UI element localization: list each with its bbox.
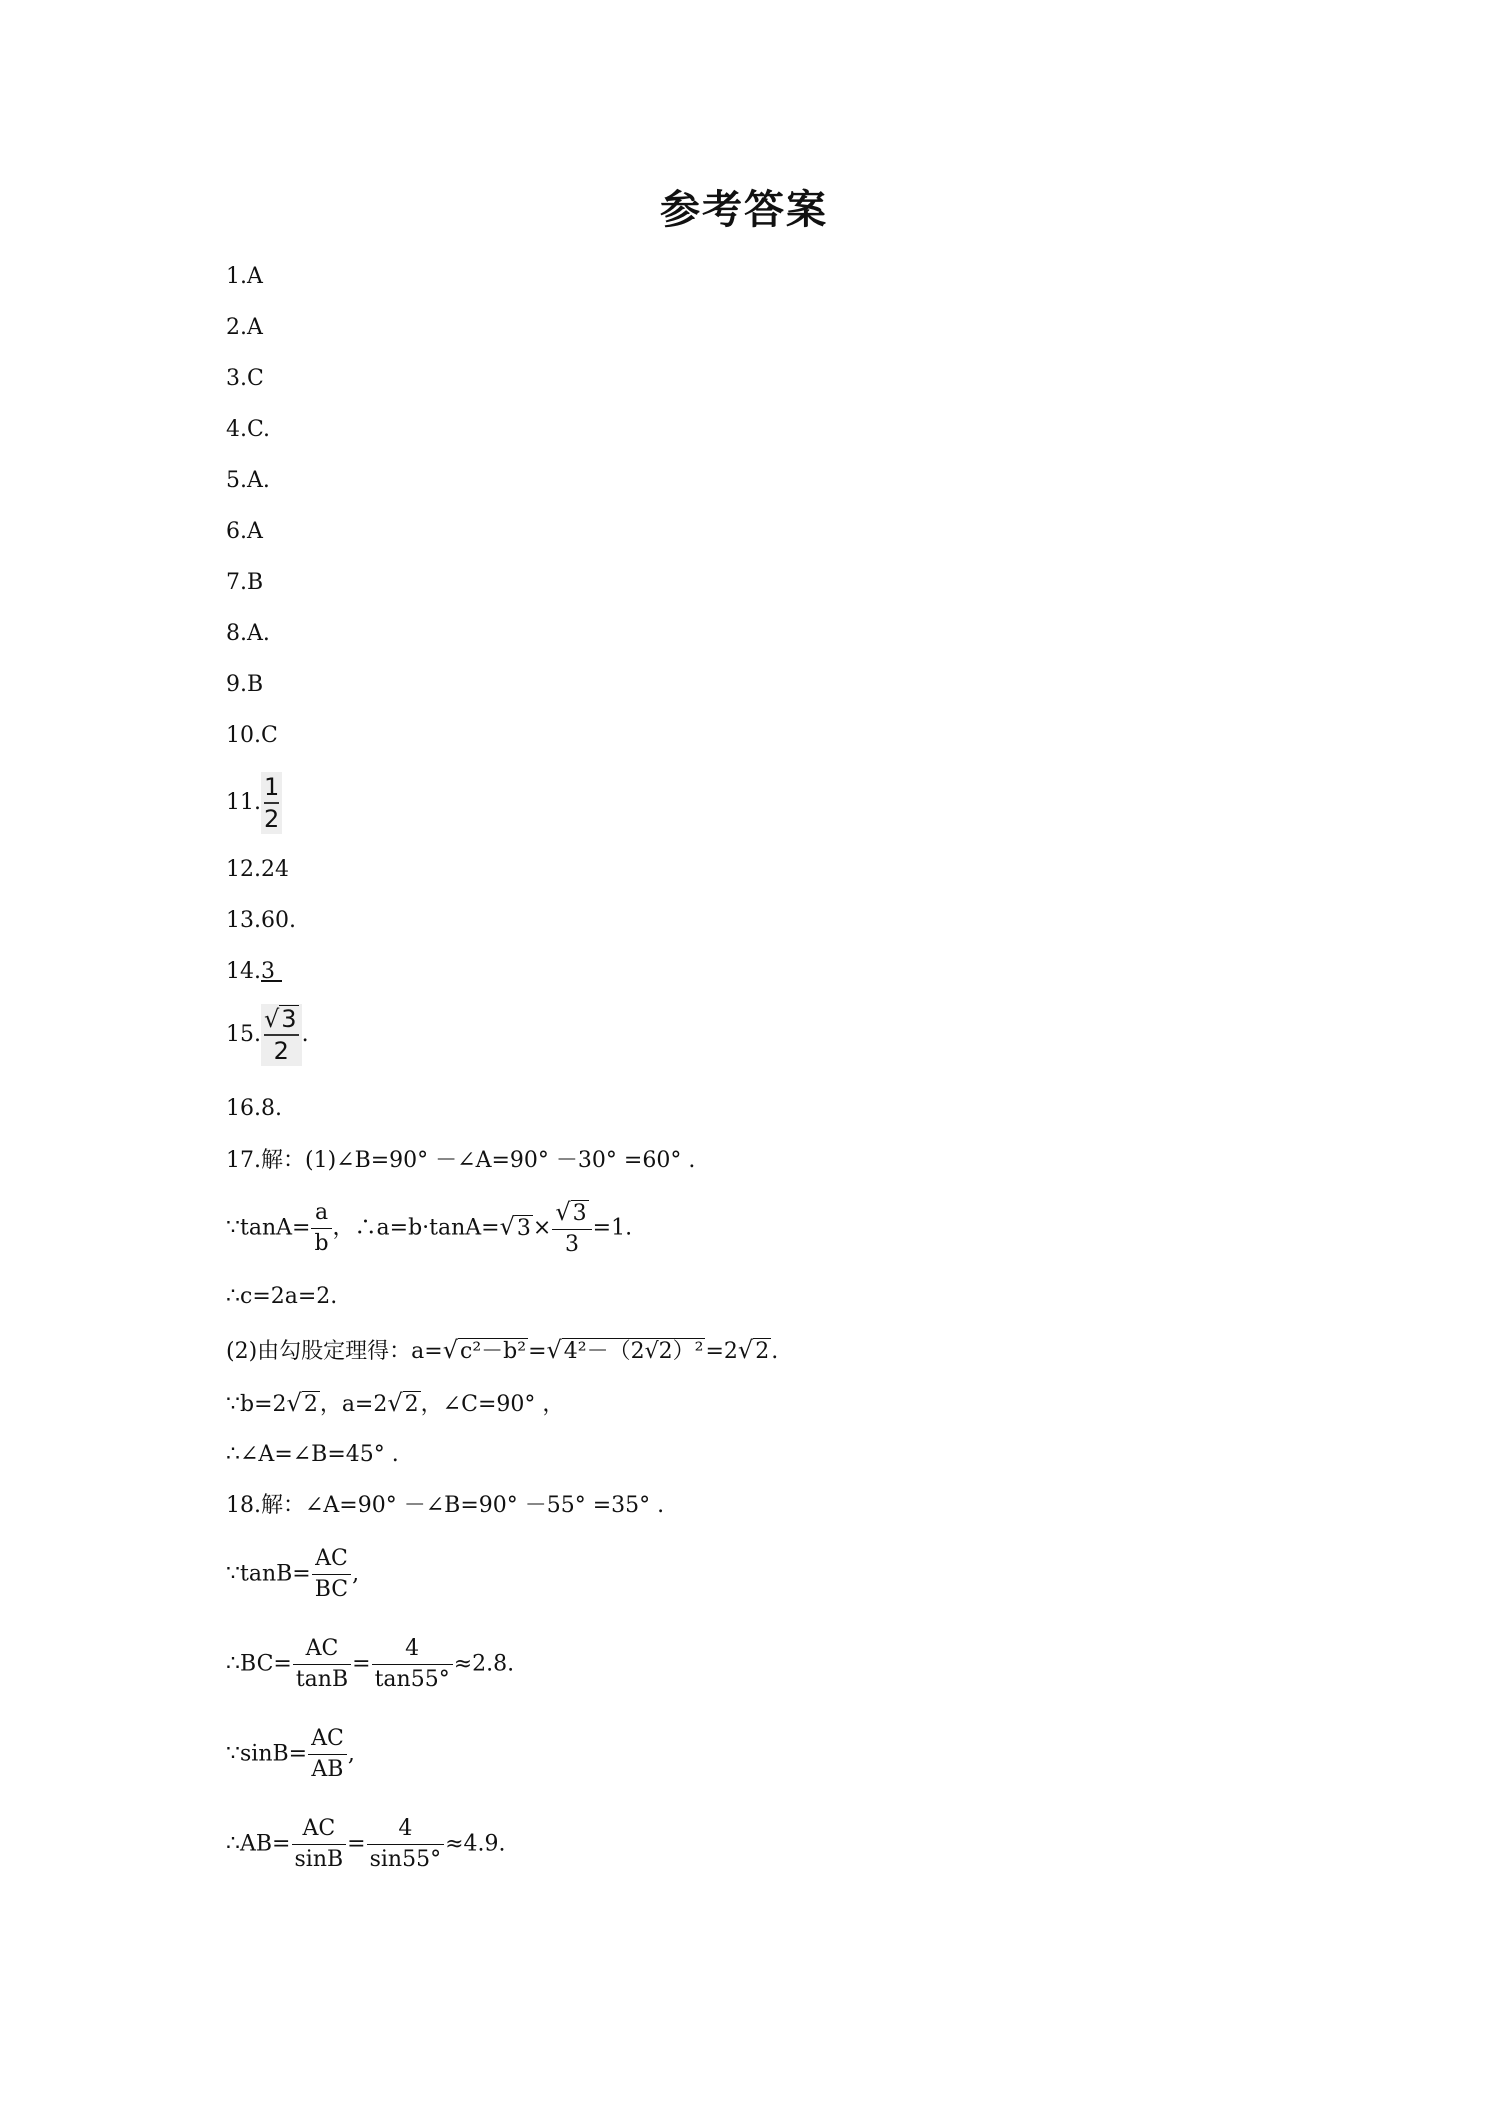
answer-10: 10.C (226, 723, 278, 748)
sqrt-sign: √ (499, 1212, 515, 1241)
q18-l4-text-a: ∵sinB= (226, 1741, 308, 1767)
sqrt-sign: √ (286, 1389, 302, 1417)
q17-l5-text-b: ，a=2 (319, 1392, 388, 1417)
answer-9: 9.B (226, 672, 264, 697)
answer-2: 2.A (226, 315, 263, 340)
q18-l3-text-b: = (352, 1651, 371, 1677)
q17-line-1: 17.解：(1)∠B=90° －∠A=90° －30° =60° . (226, 1148, 696, 1173)
q18-l5-text-a: ∴AB= (226, 1831, 291, 1857)
q17-line-2 (226, 1197, 632, 1260)
sqrt-sign: √ (387, 1389, 403, 1417)
sqrt-sign: √ (442, 1336, 459, 1364)
q18-l3-fraction-1-num: AC (293, 1634, 351, 1665)
q18-l2-fraction-num: AC (312, 1544, 351, 1575)
answer-11-numerator: 1 (264, 772, 279, 804)
q18-l3-fraction-2-num: 4 (372, 1634, 453, 1665)
q17-l2-fraction-2-radicand: 3 (572, 1201, 587, 1226)
answer-15-radicand: 3 (281, 1005, 297, 1033)
q18-l5-fraction-1-den: sinB (294, 1847, 344, 1872)
answer-1: 1.A (226, 264, 263, 289)
answer-6: 6.A (226, 519, 263, 544)
q18-l5-fraction-2-num: 4 (367, 1814, 445, 1845)
answer-4: 4.C. (226, 417, 271, 442)
q18-l5-fraction-1 (292, 1814, 347, 1875)
q17-l4-text-a: (2)由勾股定理得：a= (226, 1339, 443, 1364)
answer-3: 3.C (226, 366, 264, 391)
sqrt-sign: √ (546, 1336, 562, 1364)
answer-14 (226, 957, 282, 987)
answer-13: 13.60. (226, 908, 296, 933)
q17-l2-fraction-num: a (311, 1198, 331, 1229)
q18-l4-fraction-num: AC (308, 1724, 347, 1755)
q17-l5-text-a: ∵b=2 (226, 1392, 287, 1417)
q17-l4-text-d: . (771, 1339, 779, 1364)
answer-15-numerator: √3 (264, 1004, 299, 1036)
q17-l2-fraction-den: b (314, 1231, 329, 1256)
q17-l5-text-c: ，∠C=90° ， (420, 1392, 565, 1417)
q17-line-3: ∴c=2a=2. (226, 1284, 338, 1309)
q18-l3-fraction-2 (372, 1634, 453, 1695)
q17-l2-text-b: ，∴a=b·tanA= (332, 1215, 500, 1241)
answer-12: 12.24 (226, 857, 289, 882)
answer-16: 16.8. (226, 1096, 282, 1121)
answer-14-value: 3 (261, 959, 275, 984)
answer-5: 5.A. (226, 468, 270, 493)
q17-l4-radicand-2: 4²－（2√2）² (563, 1339, 704, 1364)
q18-l5-text-b: = (347, 1831, 366, 1857)
q18-line-4 (226, 1724, 355, 1785)
q18-l2-fraction-den: BC (314, 1577, 349, 1602)
answer-15-prefix: 15. (226, 1022, 261, 1047)
q18-l3-fraction-1 (293, 1634, 351, 1695)
q18-l5-fraction-1-num: AC (292, 1814, 347, 1845)
answer-11 (226, 772, 282, 834)
q17-l4-text-b: = (528, 1339, 547, 1364)
q17-line-4 (226, 1335, 778, 1367)
q17-l2-times: × (532, 1215, 552, 1241)
q18-l2-text-b: , (352, 1561, 360, 1587)
q18-line-5 (226, 1814, 506, 1875)
q18-l3-text-c: ≈2.8. (453, 1651, 515, 1677)
q17-l2-fraction-2-num: √3 (552, 1197, 591, 1230)
q17-l5-radicand-2: 2 (404, 1392, 419, 1417)
answer-7: 7.B (226, 570, 264, 595)
q18-line-3 (226, 1634, 514, 1695)
answer-14-prefix: 14. (226, 959, 261, 984)
q17-l4-radicand-3: 2 (755, 1339, 770, 1364)
q18-l3-fraction-2-den: tan55° (374, 1667, 450, 1692)
answer-11-fraction (261, 772, 282, 834)
q17-l2-text-a: ∵tanA= (226, 1215, 311, 1241)
q17-l2-fraction-2-den: 3 (565, 1232, 579, 1257)
q18-l4-text-b: , (347, 1741, 355, 1767)
q17-l2-text-d: =1. (592, 1215, 633, 1241)
answer-15-suffix: . (301, 1022, 309, 1047)
q18-l3-text-a: ∴BC= (226, 1651, 292, 1677)
answer-11-prefix: 11. (226, 790, 261, 815)
answer-11-denominator: 2 (264, 805, 280, 833)
q17-line-6: ∴∠A=∠B=45° . (226, 1442, 399, 1467)
q18-l5-text-c: ≈4.9. (445, 1831, 506, 1857)
page-title: 参考答案 (660, 187, 828, 233)
q18-l5-fraction-2 (367, 1814, 445, 1875)
q17-l2-fraction-2 (552, 1197, 591, 1260)
q17-l4-radicand-1: c²－b² (460, 1339, 527, 1364)
q18-l4-fraction (308, 1724, 347, 1785)
q18-line-2 (226, 1544, 359, 1605)
q18-l5-fraction-2-den: sin55° (369, 1847, 442, 1872)
sqrt-sign: √ (737, 1336, 754, 1364)
q18-l2-text-a: ∵tanB= (226, 1561, 311, 1587)
q18-l2-fraction (312, 1544, 351, 1605)
answer-8: 8.A. (226, 621, 270, 646)
answer-15-denominator: 2 (273, 1037, 289, 1065)
q17-l4-text-c: =2 (705, 1339, 738, 1364)
q18-line-1: 18.解：∠A=90° －∠B=90° －55° =35° . (226, 1493, 665, 1518)
q18-l3-fraction-1-den: tanB (295, 1667, 349, 1692)
q17-l2-radicand: 3 (516, 1215, 531, 1241)
q18-l4-fraction-den: AB (311, 1757, 344, 1782)
answer-15 (226, 1004, 309, 1066)
answer-15-fraction (261, 1004, 302, 1066)
q17-l5-radicand-1: 2 (303, 1392, 318, 1417)
q17-l2-fraction (311, 1198, 331, 1259)
q17-line-5 (226, 1388, 564, 1420)
